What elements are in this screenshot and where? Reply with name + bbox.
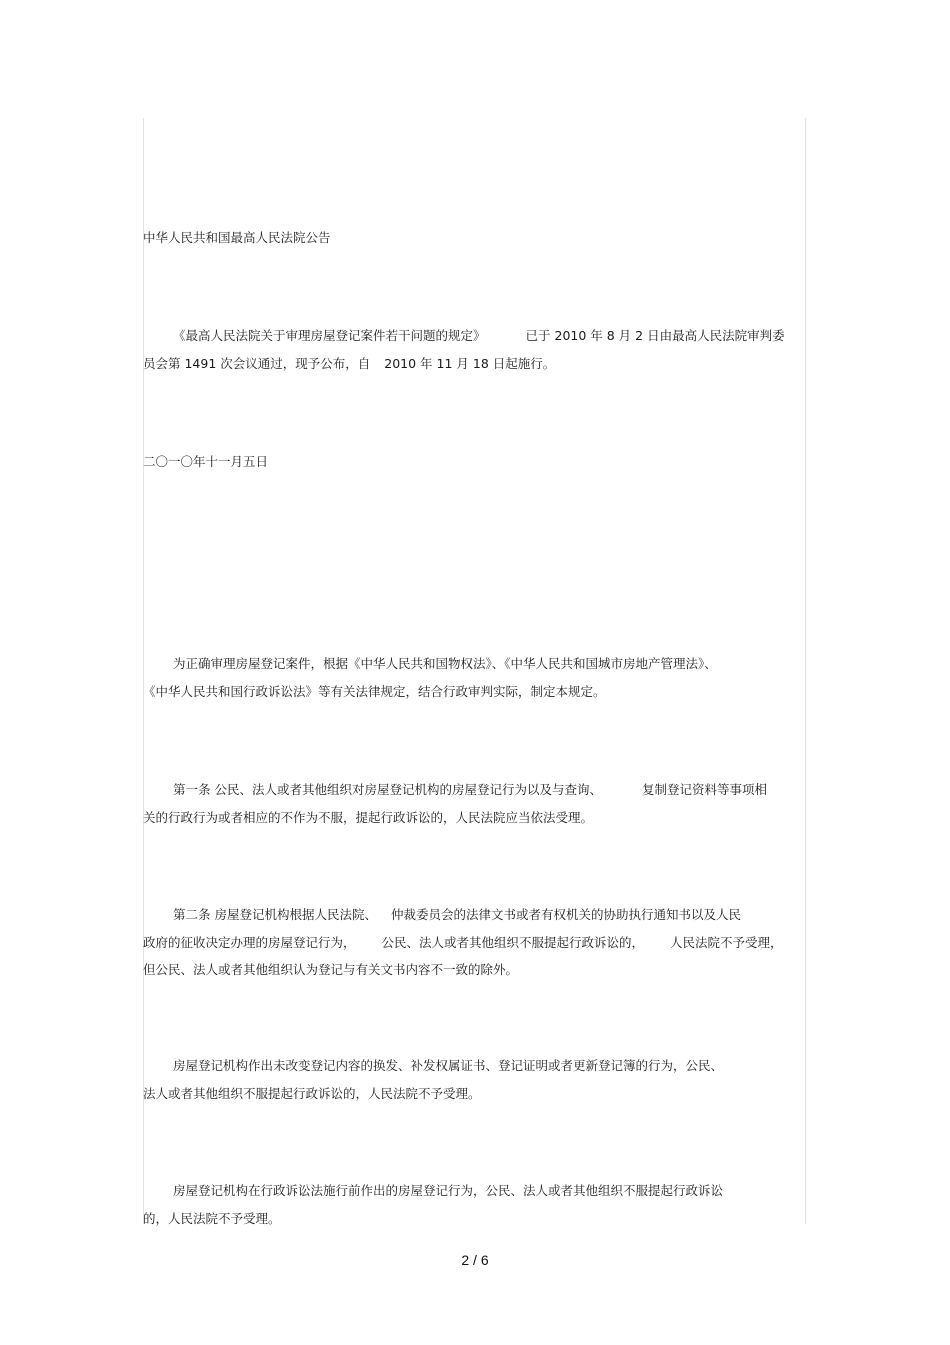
article-1-line-1 — [143, 782, 795, 798]
article-2-line-2 — [143, 935, 795, 951]
right-margin-rule — [805, 118, 806, 1224]
intro-line-2a: 员会第 1491 次会议通过，现予公布，自 — [143, 356, 371, 371]
article-1-line-1a: 第一条 公民、法人或者其他组织对房屋登记机构的房屋登记行为以及与查询、 — [173, 782, 602, 797]
paragraph-3-line-2: 法人或者其他组织不服提起行政诉讼的，人民法院不予受理。 — [143, 1086, 481, 1101]
article-2-line-1 — [143, 907, 795, 923]
announcement-heading: 中华人民共和国最高人民法院公告 — [143, 230, 331, 245]
announcement-date: 二〇一〇年十一月五日 — [143, 454, 269, 469]
article-1-line-1b: 复制登记资料等事项相 — [641, 782, 767, 797]
article-2-line-2b: 公民、法人或者其他组织不服提起行政诉讼的， — [381, 935, 645, 950]
paragraph-3-line-1: 房屋登记机构作出未改变登记内容的换发、补发权属证书、登记证明或者更新登记簿的行为，公民、 — [173, 1058, 724, 1073]
paragraph-4-line-1: 房屋登记机构在行政诉讼法施行前作出的房屋登记行为，公民、法人或者其他组织不服提起行政诉讼 — [173, 1183, 724, 1198]
intro-line-1b: 已于 2010 年 8 月 2 日由最高人民法院审判委 — [525, 328, 785, 343]
article-2-line-2a: 政府的征收决定办理的房屋登记行为， — [143, 935, 356, 950]
article-2-line-3: 但公民、法人或者其他组织认为登记与有关文书内容不一致的除外。 — [143, 962, 519, 977]
preamble-line-1: 为正确审理房屋登记案件，根据《中华人民共和国物权法》、《中华人民共和国城市房地产管理法》、 — [173, 656, 717, 671]
intro-line-2 — [143, 356, 795, 372]
article-1-line-2: 关的行政行为或者相应的不作为不服，提起行政诉讼的，人民法院应当依法受理。 — [143, 810, 594, 825]
preamble-line-2: 《中华人民共和国行政诉讼法》等有关法律规定，结合行政审判实际，制定本规定。 — [143, 684, 606, 699]
intro-line-2b: 2010 年 11 月 18 日起施行。 — [384, 356, 556, 371]
page-number: 2 / 6 — [461, 1252, 489, 1268]
article-2-line-2c: 人民法院不予受理， — [670, 935, 783, 950]
paragraph-4-line-2: 的，人民法院不予受理。 — [143, 1211, 281, 1226]
article-2-line-1a: 第二条 房屋登记机构根据人民法院、 — [173, 907, 377, 922]
intro-line-1 — [143, 328, 795, 344]
article-2-line-1b: 仲裁委员会的法律文书或者有权机关的协助执行通知书以及人民 — [390, 907, 741, 922]
intro-line-1a: 《最高人民法院关于审理房屋登记案件若干问题的规定》 — [173, 328, 486, 343]
